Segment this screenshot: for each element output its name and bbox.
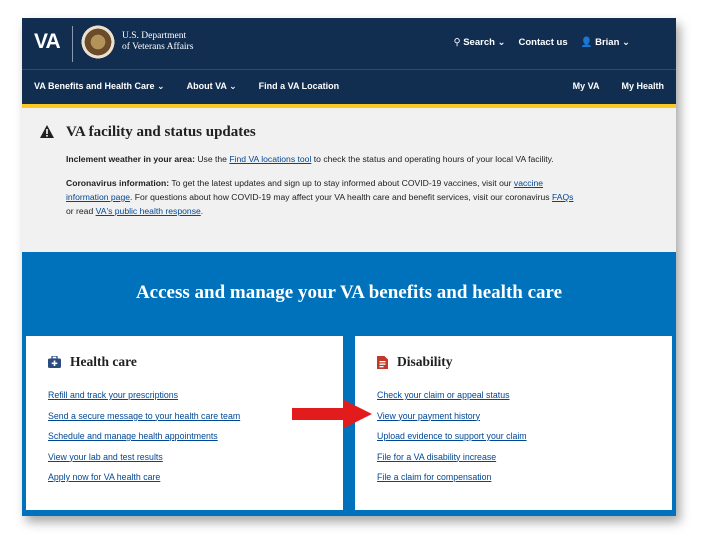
warning-icon: [40, 125, 54, 138]
nav-my-va[interactable]: My VA: [572, 81, 600, 91]
search-label: Search: [463, 37, 495, 48]
health-care-heading: [48, 354, 137, 370]
browser-screenshot-frame: [22, 18, 676, 516]
find-va-locations-link[interactable]: Find VA locations tool: [229, 154, 312, 164]
nav-benefits-label: VA Benefits and Health Care: [34, 81, 155, 91]
schedule-appointments-link[interactable]: Schedule and manage health appointments: [48, 431, 218, 441]
health-care-title: Health care: [70, 354, 137, 369]
upload-evidence-link[interactable]: Upload evidence to support your claim: [377, 431, 527, 441]
public-health-response-link[interactable]: VA's public health response: [95, 206, 201, 216]
department-line-2: of Veterans Affairs: [122, 42, 194, 52]
nav-about-menu[interactable]: [187, 81, 237, 92]
covid-text-2: . For questions about how COVID-19 may affect your VA health care and benefit services, visit our coronavirus: [130, 192, 550, 202]
user-menu-button[interactable]: [581, 37, 630, 48]
covid-text-3: or read: [66, 206, 94, 216]
contact-us-link[interactable]: Contact us: [518, 37, 568, 48]
weather-text-pre: Use the: [197, 154, 227, 164]
disability-card: [355, 336, 672, 510]
covid-text-1: To get the latest updates and sign up to stay informed about COVID-19 vaccines, visit our: [171, 178, 512, 188]
payment-history-link[interactable]: View your payment history: [377, 410, 481, 421]
chevron-down-icon: ⌄: [157, 81, 165, 91]
header-tools: [454, 37, 630, 48]
check-claim-status-link[interactable]: Check your claim or appeal status: [377, 390, 510, 400]
red-annotation-arrow-icon: [292, 400, 372, 428]
va-logo[interactable]: VA: [34, 30, 60, 53]
nav-benefits-menu[interactable]: [34, 81, 165, 92]
user-name: Brian: [595, 37, 620, 48]
nav-find-location[interactable]: Find a VA Location: [258, 81, 340, 91]
weather-text-post: to check the status and operating hours of your local VA facility.: [313, 154, 554, 164]
search-button[interactable]: [454, 37, 506, 48]
disability-heading: [377, 354, 453, 370]
department-name: [122, 31, 193, 53]
department-line-1: U.S. Department: [122, 31, 187, 41]
va-seal-icon: [81, 25, 115, 59]
main-nav: [22, 69, 676, 105]
lab-results-link[interactable]: View your lab and test results: [48, 451, 163, 462]
refill-prescriptions-link[interactable]: Refill and track your prescriptions: [48, 390, 179, 400]
disability-title: Disability: [397, 354, 453, 369]
nav-left-group: [34, 81, 339, 92]
hero-title: Access and manage your VA benefits and health care: [135, 282, 563, 303]
chevron-down-icon: ⌄: [622, 37, 630, 48]
vaccine-link-part-1: vaccine: [513, 178, 544, 188]
nav-right-group: [573, 81, 664, 91]
disability-increase-link[interactable]: File for a VA disability increase: [377, 451, 497, 462]
covid-end: .: [200, 206, 204, 216]
search-icon: ⚲: [453, 37, 461, 48]
file-compensation-claim-link[interactable]: File a claim for compensation: [377, 472, 492, 482]
covid-label: Coronavirus information:: [66, 178, 170, 188]
disability-links: [377, 390, 527, 493]
status-alert: [22, 108, 676, 252]
health-care-links: [48, 390, 240, 493]
chevron-down-icon: ⌄: [497, 37, 506, 48]
medkit-icon: [48, 356, 61, 368]
coronavirus-faqs-link[interactable]: FAQs: [551, 192, 574, 202]
alert-title: VA facility and status updates: [66, 124, 256, 140]
site-header: [22, 18, 676, 69]
nav-my-health[interactable]: My Health: [621, 81, 664, 91]
weather-label: Inclement weather in your area:: [66, 154, 195, 164]
nav-about-label: About VA: [186, 81, 227, 91]
chevron-down-icon: ⌄: [229, 81, 237, 91]
vaccine-link-part-2: information page: [66, 192, 131, 202]
document-icon: [377, 356, 388, 369]
covid-paragraph: [66, 176, 656, 218]
apply-health-care-link[interactable]: Apply now for VA health care: [48, 472, 161, 482]
logo-divider: [72, 26, 73, 62]
weather-paragraph: [66, 152, 656, 166]
user-icon: 👤: [580, 37, 593, 48]
secure-message-link[interactable]: Send a secure message to your health care team: [48, 410, 241, 421]
